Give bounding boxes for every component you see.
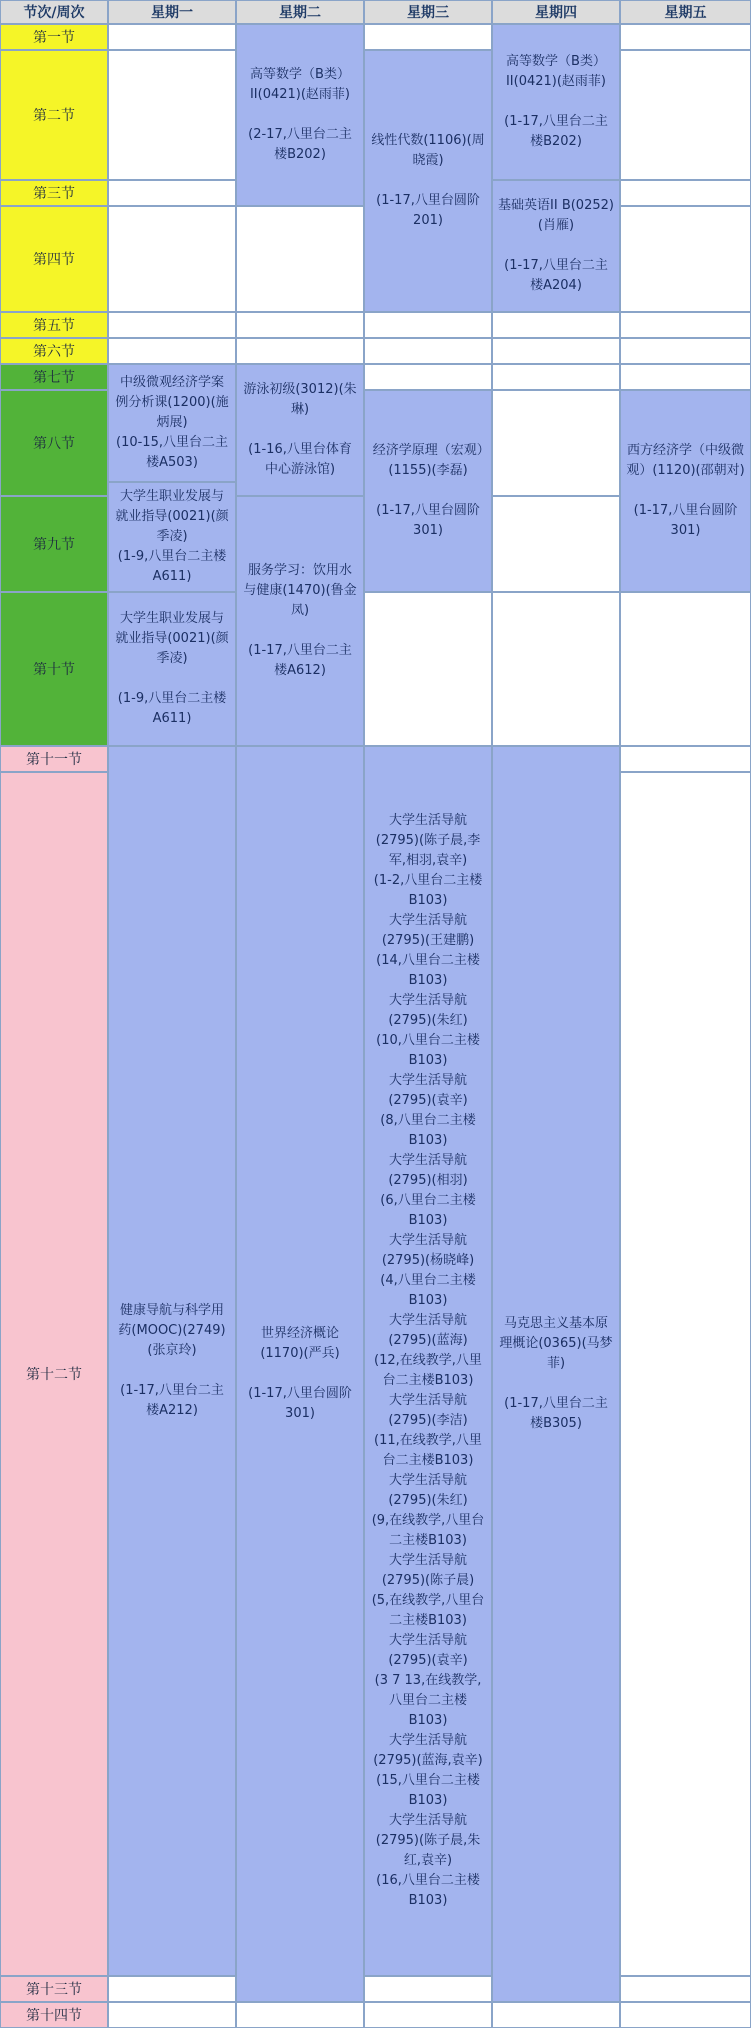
header-thursday: 星期四 <box>492 0 620 24</box>
course-text: 高等数学（B类）II(0421)(赵雨菲) (1-17,八里台二主楼B202) <box>504 54 608 149</box>
course-cell[interactable] <box>492 180 620 312</box>
course-text: 大学生活导航(2795)(陈子晨,李军,相羽,袁辛) (1-2,八里台二主楼B103) 大学生活导航(2795)(王建鹏) (14,八里台二主楼B103) 大学生活导航(2795)(朱红) (10,八里台二主楼B103) 大学生活导航(2795)(袁辛) (8,八里台二主楼B103) 大学生活导航(2795)(相羽) (6,八里台二主楼B103) 大学生活导航(2795)(杨晓峰) (4,八里台二主楼B103) 大学生活导航(2795)(蓝海) (12,在线教学,八里台二主楼B103) 大学生活导航(2795)(李洁) (11,在线教学,八里台二主楼B103) 大学生活导航(2795)(朱红) (9,在线教学,八里台二主楼B103) 大学生活导航(2795)(陈子晨) (5,在线教学,八里台二主楼B103) 大学生活导航(2795)(袁辛) (3 7 13,在线教学,八里台二主楼B103) 大学生活导航(2795)(蓝海,袁辛) (15,八里台二主楼B103) 大学生活导航(2795)(陈子晨,朱红,袁辛) (16,八里台二主楼B103) <box>371 813 485 1908</box>
course-cell[interactable] <box>236 746 364 2002</box>
empty-cell <box>364 1976 492 2002</box>
empty-cell <box>620 24 751 50</box>
course-text: 基础英语II B(0252)(肖雁) (1-17,八里台二主楼A204) <box>498 198 614 293</box>
empty-cell <box>108 24 236 50</box>
course-cell[interactable] <box>236 496 364 746</box>
period-label: 第八节 <box>0 390 108 496</box>
empty-cell <box>236 312 364 338</box>
empty-cell <box>492 338 620 364</box>
course-text: 马克思主义基本原理概论(0365)(马梦菲) (1-17,八里台二主楼B305) <box>499 1316 613 1431</box>
header-friday: 星期五 <box>620 0 751 24</box>
course-cell[interactable] <box>108 592 236 746</box>
empty-cell <box>620 50 751 180</box>
empty-cell <box>492 364 620 390</box>
empty-cell <box>492 390 620 496</box>
empty-cell <box>620 772 751 1976</box>
empty-cell <box>108 2002 236 2028</box>
period-label: 第十四节 <box>0 2002 108 2028</box>
empty-cell <box>108 206 236 312</box>
empty-cell <box>108 338 236 364</box>
empty-cell <box>236 206 364 312</box>
period-label: 第三节 <box>0 180 108 206</box>
empty-cell <box>364 312 492 338</box>
period-label: 第七节 <box>0 364 108 390</box>
course-text: 大学生职业发展与就业指导(0021)(颜季凌) (1-9,八里台二主楼A611) <box>115 611 229 726</box>
course-cell[interactable] <box>364 746 492 1976</box>
course-cell[interactable] <box>108 364 236 482</box>
course-cell[interactable] <box>620 390 751 592</box>
empty-cell <box>492 312 620 338</box>
empty-cell <box>620 364 751 390</box>
course-text: 服务学习：饮用水与健康(1470)(鲁金凤) (1-17,八里台二主楼A612) <box>243 563 357 678</box>
course-text: 游泳初级(3012)(朱琳) (1-16,八里台体育中心游泳馆) <box>243 382 357 477</box>
course-cell[interactable] <box>108 482 236 592</box>
empty-cell <box>236 338 364 364</box>
empty-cell <box>364 592 492 746</box>
period-label: 第六节 <box>0 338 108 364</box>
empty-cell <box>492 2002 620 2028</box>
empty-cell <box>620 592 751 746</box>
empty-cell <box>236 2002 364 2028</box>
empty-cell <box>620 746 751 772</box>
course-cell[interactable] <box>492 24 620 180</box>
course-text: 健康导航与科学用药(MOOC)(2749)(张京玲) (1-17,八里台二主楼A212) <box>118 1303 226 1418</box>
course-cell[interactable] <box>108 746 236 1976</box>
empty-cell <box>620 1976 751 2002</box>
period-label: 第九节 <box>0 496 108 592</box>
course-cell[interactable] <box>364 390 492 592</box>
empty-cell <box>620 206 751 312</box>
empty-cell <box>108 180 236 206</box>
course-text: 大学生职业发展与就业指导(0021)(颜季凌) (1-9,八里台二主楼A611) <box>115 489 229 584</box>
empty-cell <box>492 496 620 592</box>
period-label: 第二节 <box>0 50 108 180</box>
empty-cell <box>364 338 492 364</box>
period-label: 第五节 <box>0 312 108 338</box>
course-text: 西方经济学（中级微观）(1120)(邵朝对) (1-17,八里台圆阶301) <box>626 443 745 538</box>
period-label: 第十节 <box>0 592 108 746</box>
empty-cell <box>620 2002 751 2028</box>
header-tuesday: 星期二 <box>236 0 364 24</box>
period-label: 第十一节 <box>0 746 108 772</box>
header-wednesday: 星期三 <box>364 0 492 24</box>
course-text: 经济学原理（宏观）(1155)(李磊) (1-17,八里台圆阶301) <box>372 443 484 538</box>
header-monday: 星期一 <box>108 0 236 24</box>
course-cell[interactable] <box>236 364 364 496</box>
empty-cell <box>108 50 236 180</box>
period-label: 第四节 <box>0 206 108 312</box>
course-cell[interactable] <box>364 50 492 312</box>
empty-cell <box>492 592 620 746</box>
period-label: 第一节 <box>0 24 108 50</box>
course-cell[interactable] <box>492 746 620 2002</box>
period-label: 第十二节 <box>0 772 108 1976</box>
empty-cell <box>108 1976 236 2002</box>
course-text: 线性代数(1106)(周晓霞) (1-17,八里台圆阶201) <box>371 133 485 228</box>
empty-cell <box>620 312 751 338</box>
course-text: 世界经济概论(1170)(严兵) (1-17,八里台圆阶301) <box>248 1326 352 1421</box>
course-cell[interactable] <box>236 24 364 206</box>
empty-cell <box>620 338 751 364</box>
course-text: 高等数学（B类）II(0421)(赵雨菲) (2-17,八里台二主楼B202) <box>248 67 352 162</box>
header-corner: 节次/周次 <box>0 0 108 24</box>
empty-cell <box>364 364 492 390</box>
empty-cell <box>620 180 751 206</box>
empty-cell <box>364 24 492 50</box>
period-label: 第十三节 <box>0 1976 108 2002</box>
course-text: 中级微观经济学案例分析课(1200)(施炳展) (10-15,八里台二主楼A503) <box>115 375 229 470</box>
empty-cell <box>364 2002 492 2028</box>
empty-cell <box>108 312 236 338</box>
